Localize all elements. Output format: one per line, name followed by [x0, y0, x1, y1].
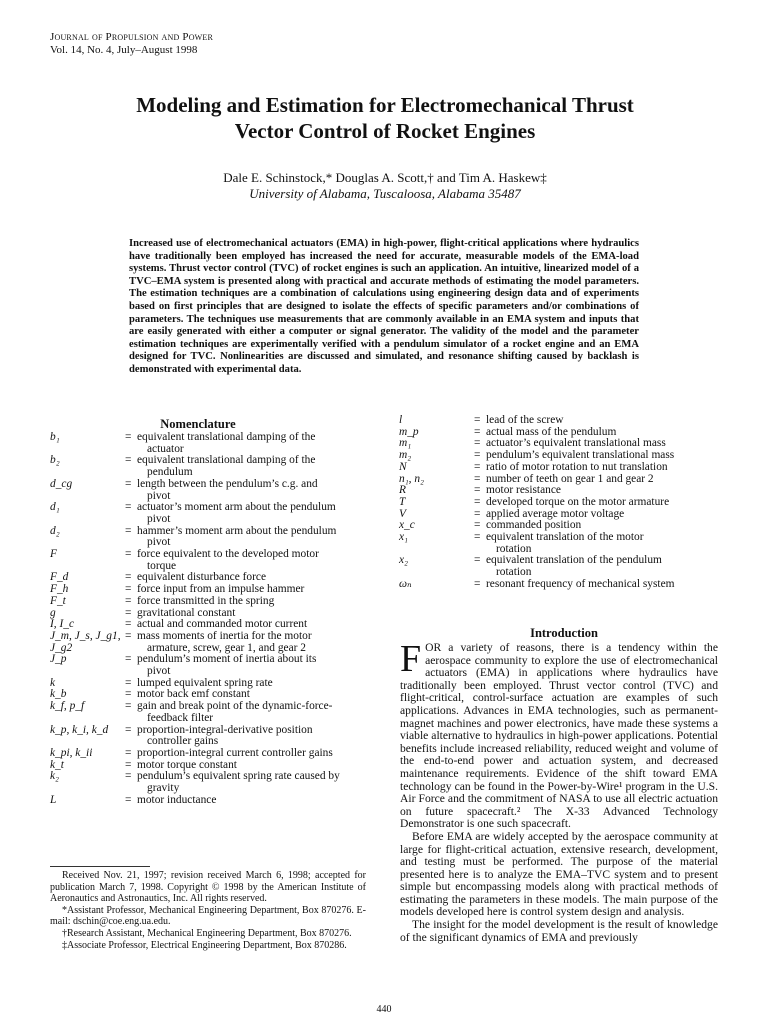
equals-sign: = [125, 676, 132, 689]
nomenclature-definition [137, 795, 350, 807]
definition-line: force transmitted in the spring [137, 594, 275, 607]
nomenclature-entry [50, 701, 350, 724]
nomenclature-entry [50, 455, 350, 478]
equals-sign: = [474, 531, 481, 544]
nomenclature-entry [399, 532, 729, 555]
equals-sign: = [474, 425, 481, 438]
nomenclature-definition [137, 631, 350, 654]
definition-continuation: pendulum [147, 466, 193, 479]
definition-line: motor torque constant [137, 758, 237, 771]
nomenclature-definition [137, 771, 350, 794]
definition-line: actual mass of the pendulum [486, 425, 617, 438]
definition-line: equivalent translational damping of the [137, 431, 316, 443]
nomenclature-entry [399, 474, 729, 486]
nomenclature-entry [50, 795, 350, 807]
definition-continuation: pivot [147, 512, 171, 525]
equals-sign: = [125, 618, 132, 631]
definition-line: actual and commanded motor current [137, 618, 308, 631]
definition-line: lumped equivalent spring rate [137, 676, 273, 689]
nomenclature-definition [137, 526, 350, 549]
definition-line: proportion-integral-derivative position [137, 723, 313, 736]
equals-sign: = [125, 454, 132, 467]
nomenclature-definition [137, 479, 350, 502]
nomenclature-entry [50, 432, 350, 455]
intro-paragraph-3: The insight for the model development is the result of knowledge of the significant dynamics of EMA and previously [400, 918, 718, 944]
equals-sign: = [125, 688, 132, 701]
definition-continuation: pivot [147, 665, 171, 678]
nomenclature-symbol: x₂ [399, 554, 409, 567]
definition-continuation: pivot [147, 536, 171, 549]
nomenclature-symbol: d_cg [50, 477, 73, 490]
nomenclature-entry [50, 725, 350, 748]
nomenclature-entry [50, 526, 350, 549]
nomenclature-symbol: x_c [399, 519, 415, 532]
definition-line: actuator’s moment arm about the pendulum [137, 501, 336, 514]
equals-sign: = [125, 770, 132, 783]
definition-line: gain and break point of the dynamic-force- [137, 700, 333, 713]
definition-line: length between the pendulum’s c.g. and [137, 477, 318, 490]
definition-continuation: controller gains [147, 735, 219, 748]
nomenclature-entry [50, 549, 350, 572]
equals-sign: = [125, 606, 132, 619]
nomenclature-symbol: k₂ [50, 770, 60, 783]
affiliation: University of Alabama, Tuscaloosa, Alabama 35487 [249, 186, 521, 201]
nomenclature-symbol: k_f, p_f [50, 700, 85, 713]
equals-sign: = [125, 746, 132, 759]
journal-header [50, 31, 213, 57]
nomenclature-symbol: b₂ [50, 454, 60, 467]
footnote-rule [50, 866, 150, 867]
authors: Dale E. Schinstock,* Douglas A. Scott,† and Tim A. Haskew‡ [223, 170, 547, 185]
nomenclature-symbol: L [50, 793, 57, 806]
nomenclature-symbol: F_t [50, 594, 66, 607]
nomenclature-entry [50, 631, 350, 654]
definition-continuation: rotation [496, 542, 532, 555]
equals-sign: = [125, 653, 132, 666]
nomenclature-definition [137, 701, 350, 724]
equals-sign: = [474, 495, 481, 508]
nomenclature-definition [137, 549, 350, 572]
definition-line: force input from an impulse hammer [137, 583, 305, 596]
footnotes [50, 870, 366, 951]
nomenclature-symbol: m₂ [399, 449, 412, 462]
equals-sign: = [474, 554, 481, 567]
nomenclature-entry [50, 654, 350, 677]
definition-continuation: torque [147, 559, 177, 572]
nomenclature-definition [486, 579, 729, 591]
definition-line: pendulum’s equivalent spring rate caused by [137, 770, 340, 783]
definition-line: motor back emf constant [137, 688, 250, 701]
nomenclature-symbol: R [399, 484, 406, 497]
nomenclature-symbol: V [399, 507, 406, 520]
nomenclature-symbol: I, I_c [50, 618, 75, 631]
nomenclature-definition [137, 455, 350, 478]
equals-sign: = [125, 793, 132, 806]
abstract: Increased use of electromechanical actuators (EMA) in high-power, flight-critical applications where hydraulics have traditionally been employed has increased the need for accurate, measurable models of the EMA-load systems. Thrust vector control (TVC) of rocket engines is such an application. An intuitive, linearized model of a TVC–EMA system is presented along with practical and accurate methods of estimating the model parameters. The estimation techniques are a combination of calculations using engineering design data and of experiments based on first principles that are designed to isolate the effects of specific parameters and/or combinations of parameters. The techniques use measurements that are commonly available in an EMA system and inputs that are easily generated with either a computer or signal generator. The validity of the model and the parameter estimation techniques are experimentally verified with a pendulum simulator of a rocket engine and an EMA designed for TVC. Nonlinearities are discussed and simulated, and resonance shifting caused by backlash is demonstrated with experimental data. [129, 238, 639, 375]
definition-line: equivalent translational damping of the [137, 454, 316, 467]
journal-name: Journal of Propulsion and Power [50, 31, 214, 43]
equals-sign: = [125, 723, 132, 736]
nomenclature-symbol: m_p [399, 425, 419, 438]
definition-line: actuator’s equivalent translational mass [486, 437, 666, 450]
nomenclature-symbol: b₁ [50, 431, 60, 443]
nomenclature-symbol: J_m, J_s, J_g1, J_g2 [50, 629, 121, 654]
title-line-2: Vector Control of Rocket Engines [234, 119, 536, 143]
equals-sign: = [125, 431, 132, 443]
definition-line: force equivalent to the developed motor [137, 548, 319, 561]
definition-line: equivalent disturbance force [137, 571, 267, 584]
equals-sign: = [474, 460, 481, 473]
nomenclature-symbol: ωₙ [399, 577, 412, 590]
nomenclature-definition [137, 502, 350, 525]
volume-line: Vol. 14, No. 4, July–August 1998 [50, 44, 198, 56]
drop-cap: F [400, 638, 422, 680]
definition-line: mass moments of inertia for the motor [137, 629, 312, 642]
nomenclature-list-left [50, 432, 350, 807]
definition-line: motor inductance [137, 793, 217, 806]
equals-sign: = [125, 594, 132, 607]
definition-line: pendulum’s moment of inertia about its [137, 653, 317, 666]
equals-sign: = [474, 507, 481, 520]
definition-continuation: feedback filter [147, 711, 214, 724]
equals-sign: = [125, 524, 132, 537]
nomenclature-symbol: F_h [50, 583, 69, 596]
equals-sign: = [474, 472, 481, 485]
definition-continuation: pivot [147, 489, 171, 502]
definition-line: equivalent translation of the motor [486, 531, 644, 544]
nomenclature-definition [137, 725, 350, 748]
nomenclature-symbol: l [399, 414, 403, 426]
definition-line: motor resistance [486, 484, 561, 497]
intro-paragraph-1-text: OR a variety of reasons, there is a tendency within the aerospace community to explore the use of electromechanical actuators (EMA) in applications where hydraulics have traditionally been employed. Thrust vector control (TVC) and flight-critical, control-surface actuation are examples of such applications. Advances in EMA technologies, such as permanent-magnet machines and power electronics, have made these systems a viable alternative to hydraulics in high-power applications. Potential benefits include increased reliability, reduced weight and volume of the end-to-end power and actuation system, and decreased maintenance requirements. Evidence of the shift toward EMA technology can be found in the Power-by-Wire¹ program in the U.S. Air Force and the commitment of NASA to use all electric actuation on future spacecraft.² The X-33 Advanced Technology Demonstrator is one such spacecraft. [400, 641, 718, 831]
nomenclature-symbol: g [50, 606, 56, 619]
nomenclature-symbol: k_pi, k_ii [50, 746, 93, 759]
nomenclature-list-right [399, 415, 729, 591]
nomenclature-symbol: F_d [50, 571, 69, 584]
equals-sign: = [474, 437, 481, 450]
footnote-3: ‡Associate Professor, Electrical Engineering Department, Box 870286. [62, 939, 347, 951]
nomenclature-symbol: x₁ [399, 531, 409, 544]
equals-sign: = [125, 571, 132, 584]
received-note: Received Nov. 21, 1997; revision received March 6, 1998; accepted for publication March 7, 1998. Copyright © 1998 by the American Institute of Aeronautics and Astronautics, Inc. All rights reserved. [50, 870, 366, 905]
nomenclature-symbol: k [50, 676, 56, 689]
equals-sign: = [474, 484, 481, 497]
nomenclature-symbol: d₂ [50, 524, 60, 537]
equals-sign: = [125, 700, 132, 713]
definition-continuation: gravity [147, 782, 180, 795]
nomenclature-heading: Nomenclature [160, 417, 236, 431]
definition-line: lead of the screw [486, 414, 564, 426]
definition-line: equivalent translation of the pendulum [486, 554, 662, 567]
nomenclature-symbol: J_p [50, 653, 67, 666]
equals-sign: = [474, 414, 481, 426]
definition-continuation: armature, screw, gear 1, and gear 2 [147, 641, 306, 654]
introduction-heading: Introduction [530, 626, 598, 640]
equals-sign: = [474, 577, 481, 590]
nomenclature-definition [137, 432, 350, 455]
equals-sign: = [474, 519, 481, 532]
nomenclature-entry [50, 502, 350, 525]
introduction-body [400, 638, 718, 944]
nomenclature-symbol: k_t [50, 758, 64, 771]
nomenclature-symbol: k_p, k_i, k_d [50, 723, 109, 736]
nomenclature-symbol: T [399, 495, 406, 508]
definition-line: commanded position [486, 519, 582, 532]
nomenclature-symbol: d₁ [50, 501, 60, 514]
page-number: 440 [376, 1004, 392, 1015]
definition-line: number of teeth on gear 1 and gear 2 [486, 472, 654, 485]
definition-line: developed torque on the motor armature [486, 495, 670, 508]
nomenclature-definition [137, 654, 350, 677]
nomenclature-symbol: n₁, n₂ [399, 472, 425, 485]
nomenclature-entry [50, 771, 350, 794]
definition-line: proportion-integral current controller gains [137, 746, 333, 759]
equals-sign: = [125, 477, 132, 490]
equals-sign: = [474, 449, 481, 462]
definition-line: applied average motor voltage [486, 507, 625, 520]
nomenclature-symbol: N [399, 460, 407, 473]
nomenclature-definition [486, 555, 729, 578]
equals-sign: = [125, 501, 132, 514]
definition-continuation: rotation [496, 566, 532, 579]
definition-line: hammer’s moment arm about the pendulum [137, 524, 337, 537]
footnote-1: *Assistant Professor, Mechanical Engineering Department, Box 870276. E-mail: dschin@coe.eng.ua.edu. [50, 904, 366, 928]
intro-paragraph-1 [400, 638, 718, 831]
equals-sign: = [125, 583, 132, 596]
footnote-2: †Research Assistant, Mechanical Engineering Department, Box 870276. [62, 927, 352, 939]
nomenclature-entry [50, 479, 350, 502]
definition-line: gravitational constant [137, 606, 236, 619]
definition-continuation: actuator [147, 442, 184, 455]
nomenclature-entry [399, 579, 729, 591]
paper-title [40, 92, 730, 144]
nomenclature-symbol: k_b [50, 688, 67, 701]
definition-line: resonant frequency of mechanical system [486, 577, 675, 590]
equals-sign: = [125, 629, 132, 642]
equals-sign: = [125, 758, 132, 771]
definition-line: ratio of motor rotation to nut translation [486, 460, 668, 473]
nomenclature-definition [486, 532, 729, 555]
nomenclature-symbol: F [50, 548, 57, 561]
equals-sign: = [125, 548, 132, 561]
nomenclature-symbol: m₁ [399, 437, 412, 450]
title-line-1: Modeling and Estimation for Electromechanical Thrust [136, 93, 634, 117]
definition-line: pendulum’s equivalent translational mass [486, 449, 675, 462]
nomenclature-entry [399, 555, 729, 578]
intro-paragraph-2: Before EMA are widely accepted by the aerospace community at large for flight-critical actuation, extensive research, development, and testing must be performed. The purpose of the material presented here is to analyze the EMA–TVC system and to present simple but encompassing models along with practical methods of estimating the parameters in these models. The main purpose of the models developed here is control system design and analysis. [400, 829, 718, 919]
